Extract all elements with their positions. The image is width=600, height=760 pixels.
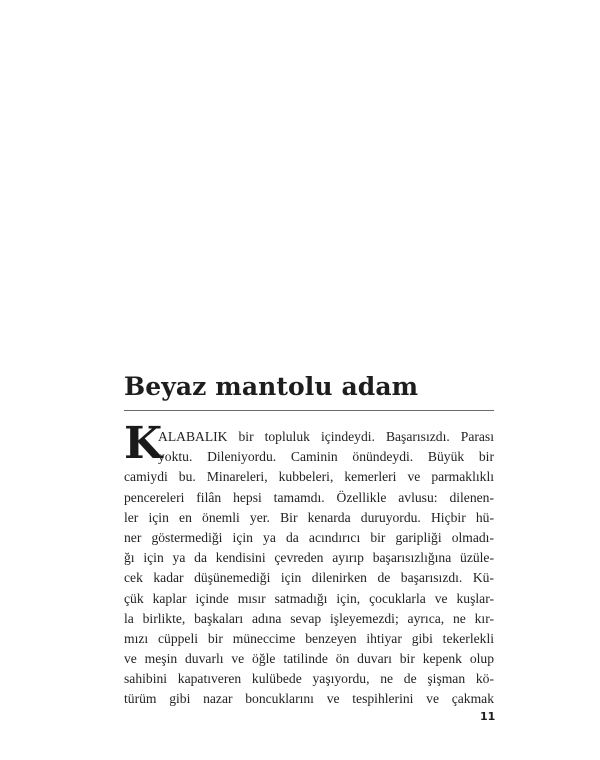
- text-line: camiydi bu. Minareleri, kubbeleri, kemerleri ve parmaklıklı: [124, 469, 494, 485]
- drop-cap: K: [124, 418, 163, 469]
- text-line: ve meşin duvarlı ve öğle tatilinde ön duvarı bir kepenk olup: [124, 651, 494, 667]
- text-line: pencereleri filân hepsi tamamdı. Özellikle avlusu: dilenen-: [124, 489, 494, 505]
- text-line: sahibini kapatıveren kulübede yaşıyordu, ne de şişman kö-: [124, 671, 494, 687]
- text-line: la birlikte, başkaları adına sevap işleyemezdi; ayrıca, ne kır-: [124, 610, 494, 626]
- text-line: yoktu. Dileniyordu. Caminin önündeydi. Büyük bir: [158, 449, 494, 465]
- title-rule: [124, 410, 494, 411]
- page-number: 11: [480, 710, 496, 723]
- text-line: ler için en önemli yer. Bir kenarda duruyordu. Hiçbir hü-: [124, 509, 494, 525]
- text-line: mızı cüppeli bir müneccime benzeyen ihtiyar gibi tekerlekli: [124, 630, 494, 646]
- body-paragraph: [124, 427, 494, 710]
- text-line: ALABALIK bir topluluk içindeydi. Başarısızdı. Parası: [158, 429, 494, 444]
- text-line: cek kadar düşünemediği için dilenirken de başarısızdı. Kü-: [124, 570, 494, 586]
- text-line: ğı için ya da kendisini çevreden ayırıp başarısızlığına üzüle-: [124, 550, 494, 566]
- chapter-title: Beyaz mantolu adam: [124, 372, 419, 401]
- text-line: çük kaplar içinde mısır satmadığı için, çocuklarla ve kuşlar-: [124, 590, 494, 606]
- text-line: ner göstermediği için ya da acındırıcı bir garipliği olmadı-: [124, 529, 494, 545]
- text-line: türüm gibi nazar boncuklarını ve tespihlerini ve çakmak: [124, 691, 494, 707]
